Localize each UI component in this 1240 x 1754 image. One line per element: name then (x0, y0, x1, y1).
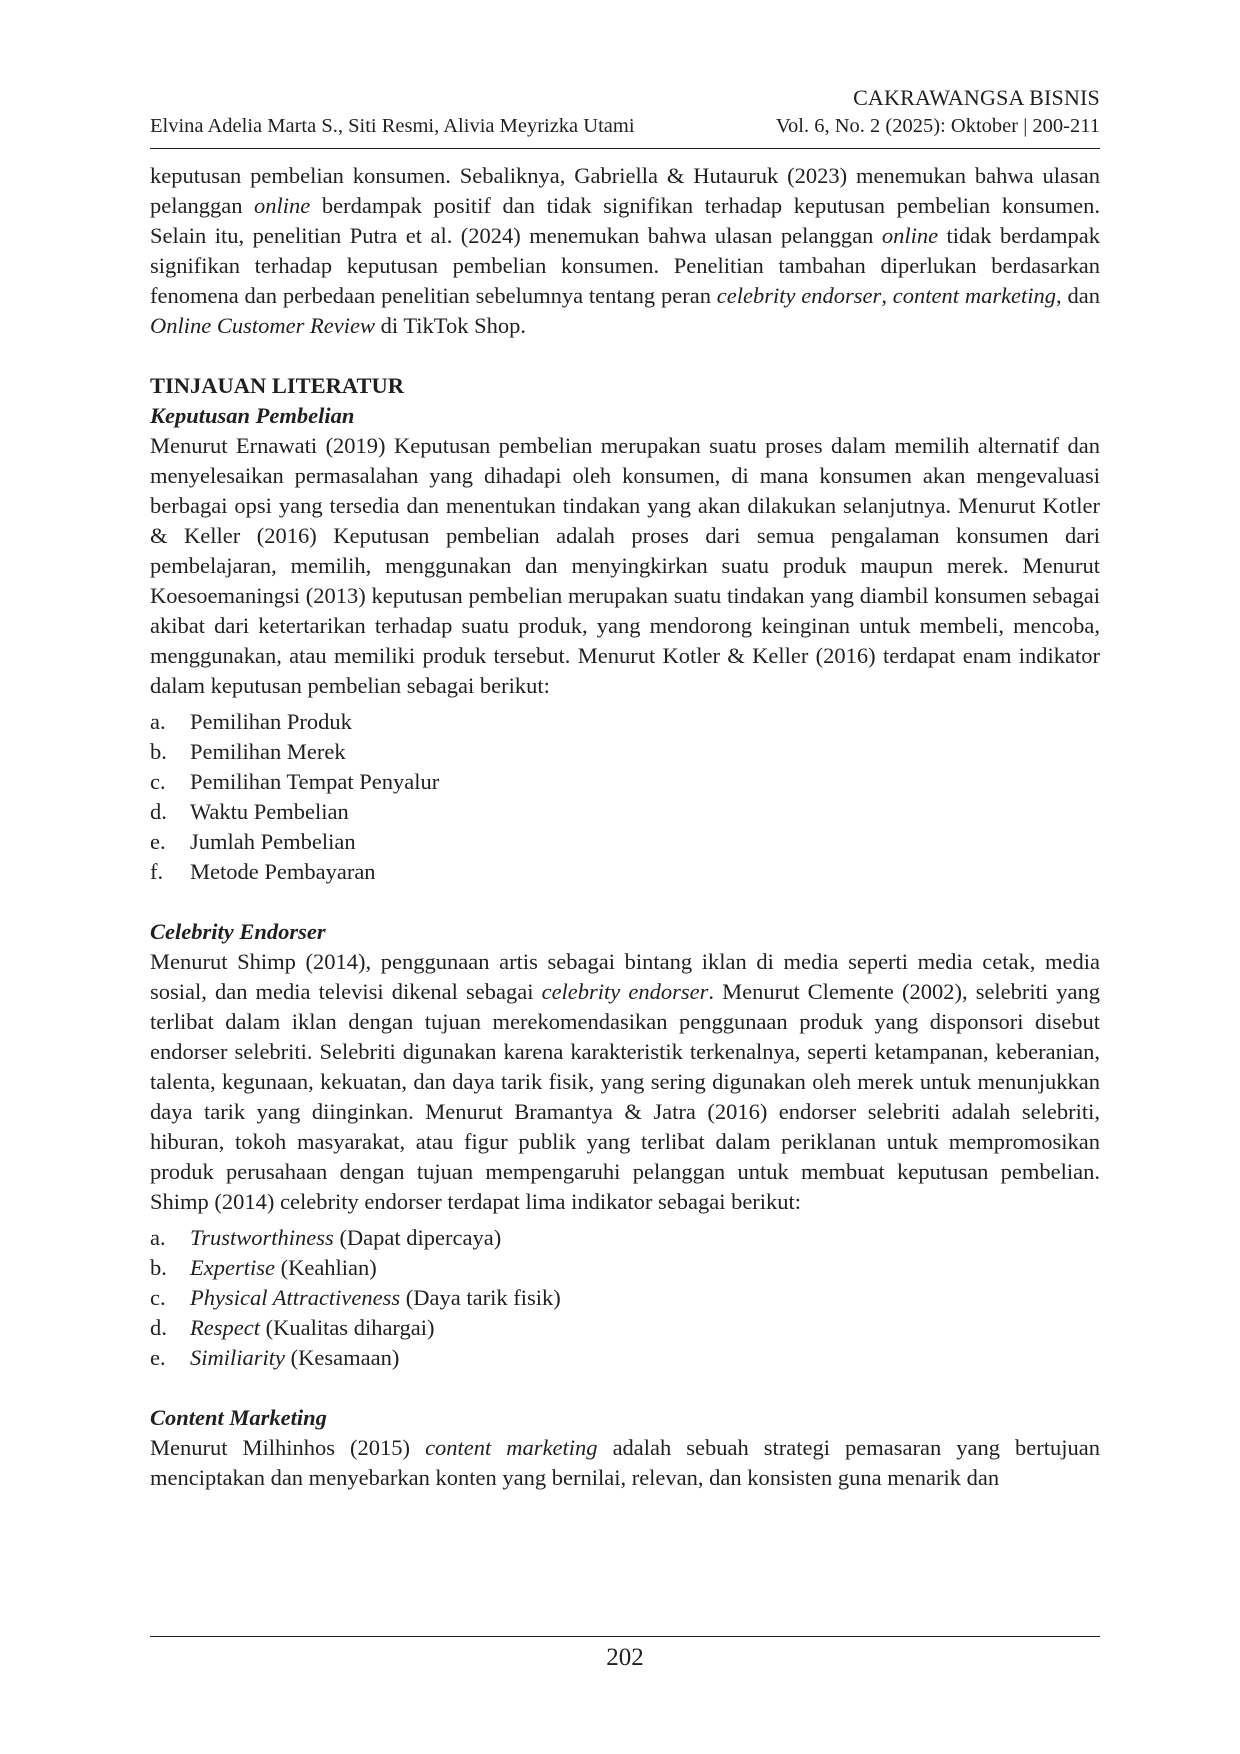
list-item (150, 857, 1100, 887)
subsection-keputusan-pembelian: Keputusan Pembelian (150, 403, 355, 428)
footer-rule (150, 1636, 1100, 1637)
cm-text-2: adalah sebuah strategi pemasaran yang bertujuan menciptakan dan menyebarkan konten yang bernilai, relevan, dan konsisten guna menarik dan (150, 1435, 1100, 1490)
list-item (150, 707, 1100, 737)
list-marker: c. (150, 769, 166, 794)
list-text (190, 1343, 399, 1373)
list-marker: d. (150, 799, 167, 824)
intro-text-1: keputusan pembelian konsumen. Sebaliknya, Gabriella & Hutauruk (2023) menemukan bahwa ulasan pelanggan (150, 163, 1100, 218)
list-italic: Trustworthiness (190, 1225, 334, 1250)
list-item (150, 1343, 1100, 1373)
content-marketing-paragraph (150, 1433, 1100, 1493)
list-item (150, 797, 1100, 827)
list-gloss: (Dapat dipercaya) (333, 1225, 502, 1250)
list-text (190, 1223, 501, 1253)
celebrity-italic: celebrity endorser (541, 979, 709, 1004)
cm-italic: content marketing (425, 1435, 598, 1460)
list-text: Waktu Pembelian (190, 799, 349, 824)
list-gloss: (Keahlian) (274, 1255, 377, 1280)
list-text: Pemilihan Merek (190, 739, 346, 764)
list-item (150, 737, 1100, 767)
keputusan-paragraph: Menurut Ernawati (2019) Keputusan pembelian merupakan suatu proses dalam memilih alternatif dan menyelesaikan permasalahan yang dihadapi oleh konsumen, di mana konsumen akan mengevaluasi berbagai opsi yang tersedia dan menentukan tindakan yang akan dilakukan selanjutnya. Menurut Kotler & Keller (2016) Keputusan pembelian adalah proses dari semua pengalaman konsumen dari pembelajaran, memilih, menggunakan dan menyingkirkan suatu produk maupun merek. Menurut Koesoemaningsi (2013) keputusan pembelian merupakan suatu tindakan yang diambil konsumen sebagai akibat dari ketertarikan terhadap suatu produk, yang mendorong keinginan untuk membeli, mencoba, menggunakan, atau memiliki produk tersebut. Menurut Kotler & Keller (2016) terdapat enam indikator dalam keputusan pembelian sebagai berikut: (150, 433, 1100, 698)
indicator-list-celebrity (150, 1223, 1100, 1373)
list-marker: c. (150, 1285, 166, 1310)
intro-text-2: berdampak positif dan tidak signifikan terhadap keputusan pembelian konsumen. Selain itu, penelitian Putra et al. (2024) menemukan bahwa ulasan pelanggan (150, 193, 1100, 248)
intro-paragraph (150, 161, 1100, 341)
celebrity-paragraph (150, 947, 1100, 1217)
list-text (190, 1253, 377, 1283)
intro-italic-online-1: online (254, 193, 311, 218)
list-marker: e. (150, 829, 166, 854)
section-title: TINJAUAN LITERATUR (150, 373, 404, 398)
list-item (150, 827, 1100, 857)
list-gloss: (Kesamaan) (285, 1345, 400, 1370)
list-text: Jumlah Pembelian (190, 829, 356, 854)
intro-text-5: , dan (1056, 283, 1100, 308)
list-marker: f. (150, 859, 164, 884)
list-gloss: (Kualitas dihargai) (259, 1315, 435, 1340)
list-italic: Respect (190, 1315, 260, 1340)
list-text: Pemilihan Produk (190, 709, 352, 734)
celebrity-text-2: . Menurut Clemente (2002), selebriti yang terlibat dalam iklan dengan tujuan merekomendasikan penggunaan produk yang disponsori disebut endorser selebriti. Selebriti digunakan karena karakteristik terkenalnya, seperti ketampanan, keberanian, talenta, kegunaan, kekuatan, dan daya tarik fisik, yang sering digunakan oleh merek untuk menunjukkan daya tarik yang diinginkan. Menurut Bramantya & Jatra (2016) endorser selebriti adalah selebriti, hiburan, tokoh masyarakat, atau figur publik yang terlibat dalam periklanan untuk mempromosikan produk perusahaan dengan tujuan mempengaruhi pelanggan untuk membuat keputusan pembelian. Shimp (2014) celebrity endorser terdapat lima indikator sebagai berikut: (150, 979, 1100, 1214)
list-italic: Similiarity (190, 1345, 285, 1370)
header-volume: Vol. 6, No. 2 (2025): Oktober | 200-211 (775, 115, 1100, 137)
list-marker: a. (150, 709, 166, 734)
list-marker: a. (150, 1225, 166, 1250)
intro-text-3: tidak berdampak signifikan terhadap keputusan pembelian konsumen. Penelitian tambahan diperlukan berdasarkan fenomena dan perbedaan penelitian sebelumnya tentang peran (150, 223, 1100, 308)
intro-text-4: , (881, 283, 893, 308)
celebrity-text-1: Menurut Shimp (2014), penggunaan artis sebagai bintang iklan di media seperti media cetak, media sosial, dan media televisi dikenal sebagai (150, 949, 1100, 1004)
intro-italic-online-2: online (881, 223, 939, 248)
list-item (150, 1223, 1100, 1253)
list-text (190, 1283, 561, 1313)
list-item (150, 1313, 1100, 1343)
intro-italic-ce: celebrity endorser (716, 283, 882, 308)
intro-text-6: di TikTok Shop. (374, 313, 526, 338)
list-item (150, 1283, 1100, 1313)
list-item (150, 1253, 1100, 1283)
list-marker: b. (150, 739, 167, 764)
cm-text-1: Menurut Milhinhos (2015) (150, 1435, 426, 1460)
list-text (190, 1313, 435, 1343)
page-footer (150, 1636, 1100, 1675)
list-italic: Expertise (190, 1255, 275, 1280)
intro-italic-cm: content marketing (892, 283, 1057, 308)
list-item (150, 767, 1100, 797)
running-header (150, 112, 1100, 140)
page-content (150, 84, 1100, 1493)
subsection-content-marketing: Content Marketing (150, 1405, 327, 1430)
subsection-celebrity-endorser: Celebrity Endorser (150, 919, 326, 944)
list-marker: e. (150, 1345, 166, 1370)
indicator-list-keputusan (150, 707, 1100, 887)
list-gloss: (Daya tarik fisik) (400, 1285, 561, 1310)
list-marker: b. (150, 1255, 167, 1280)
list-text: Metode Pembayaran (190, 859, 376, 884)
header-rule (150, 148, 1100, 149)
header-authors: Elvina Adelia Marta S., Siti Resmi, Alivia Meyrizka Utami (150, 115, 635, 137)
page-number: 202 (606, 1644, 644, 1671)
list-italic: Physical Attractiveness (190, 1285, 401, 1310)
list-text: Pemilihan Tempat Penyalur (190, 769, 440, 794)
list-marker: d. (150, 1315, 167, 1340)
journal-title: CAKRAWANGSA BISNIS (853, 85, 1100, 110)
intro-italic-ocr: Online Customer Review (150, 313, 375, 338)
